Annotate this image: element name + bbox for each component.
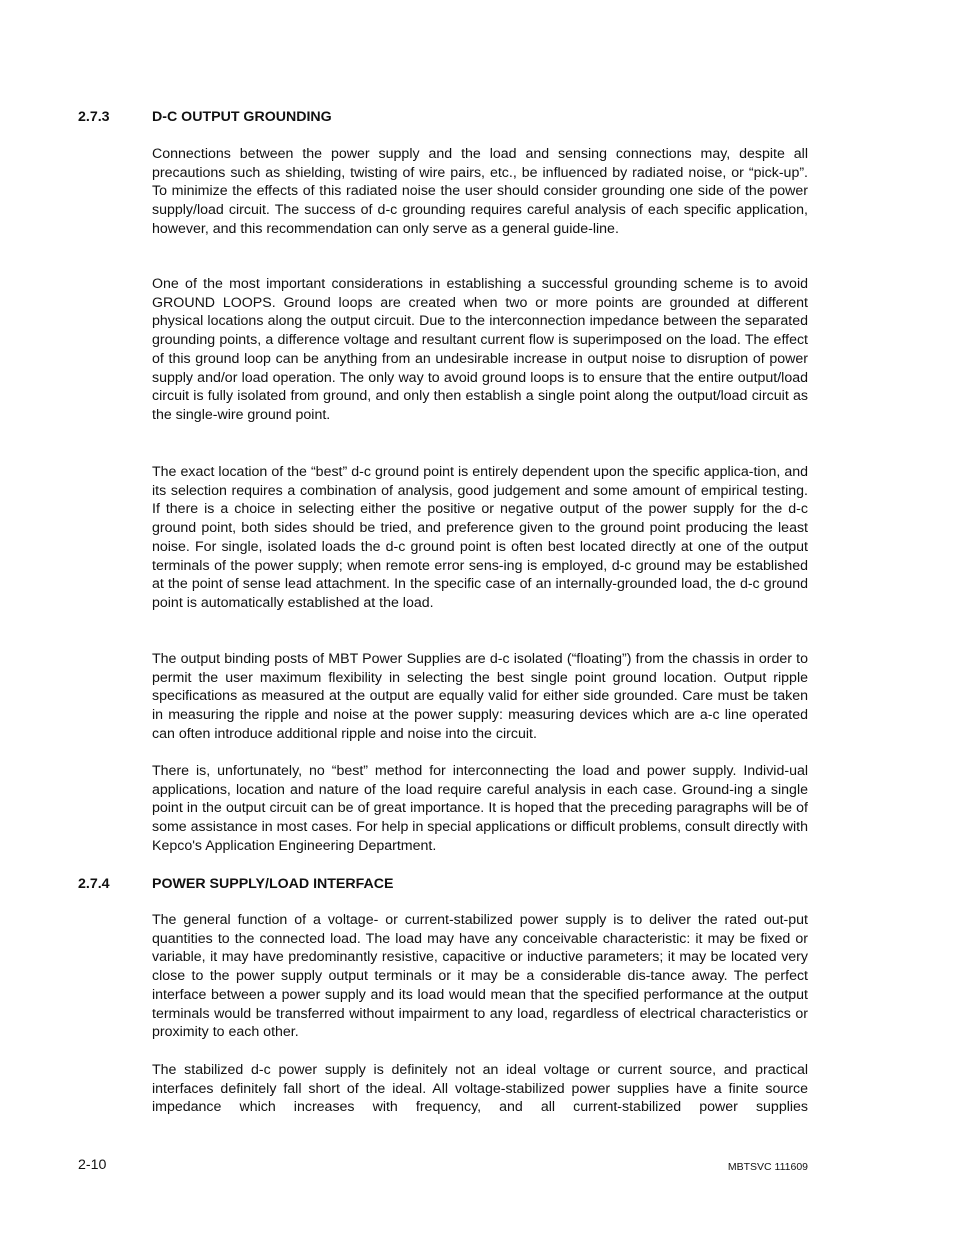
paragraph: One of the most important considerations in establishing a successful grounding scheme is to avoid GROUND LOOPS. Ground loops are created when two or more points are grounded at different physical locations along the output circuit. Due to the interconnection impedance between the separated grounding points, a difference voltage and resultant current flow is superimposed on the load. The effect of this ground loop can be anything from an undesirable increase in output noise to disruption of power supply and/or load operation. The only way to avoid ground loops is to ensure that the entire output/load circuit is fully isolated from ground, and only then establish a single point along the output/load circuit as the single-wire ground point.: [152, 276, 808, 423]
section-heading-2-7-4: [78, 875, 393, 893]
paragraph: The output binding posts of MBT Power Supplies are d-c isolated (“floating”) from the chassis in order to permit the user maximum flexibility in selecting the best single point ground location. Output ripple specifications as measured at the output are equally valid for either side grounded. Care must be taken in measuring the ripple and noise at the power supply: measuring devices which are a-c line operated can often introduce additional ripple and noise into the circuit.: [152, 651, 808, 742]
document-id: MBTSVC 111609: [727, 1161, 808, 1173]
paragraph: The general function of a voltage- or current-stabilized power supply is to deliver the rated out-put quantities to the connected load. The load may have any conceivable characteristic: it may be fixed or variable, it may have predominantly resistive, capacitive or inductive parameters; it may be located very close to the power supply output terminals or it may be a considerable dis-tance away. The perfect interface between a power supply and its load would mean that the specified performance at the output terminals would be transferred without impairment to any load, regardless of electrical characteristics or proximity to each other.: [152, 912, 808, 1041]
section-title: POWER SUPPLY/LOAD INTERFACE: [152, 876, 394, 892]
paragraph: The stabilized d-c power supply is definitely not an ideal voltage or current source, and practical interfaces definitely fall short of the ideal. All voltage-stabilized power supplies have a finite source impedance which increases with frequency, and all current-stabilized power supplies: [152, 1062, 808, 1116]
paragraph: Connections between the power supply and the load and sensing connections may, despite all precautions such as shielding, twisting of wire pairs, etc., be influenced by radiated noise, or “pick-up”. To minimize the effects of this radiated noise the user should consider grounding one side of the power supply/load circuit. The success of d-c grounding requires careful analysis of each specific application, however, and this recommendation can only serve as a general guide-line.: [152, 146, 808, 237]
section-heading-2-7-3: [78, 108, 332, 126]
paragraph: The exact location of the “best” d-c ground point is entirely dependent upon the specific applica-tion, and its selection requires a combination of analysis, good judgement and some amount of empirical testing. If there is a choice in selecting either the positive or negative output of the power supply for the d-c ground point, both sides should be tried, and preference given to the ground point producing the least noise. For single, isolated loads the d-c ground point is often best located directly at one of the output terminals of the power supply; when remote error sens-ing is employed, d-c ground may be established at the point of sense lead attachment. In the specific case of an internally-grounded load, the d-c ground point is automatically established at the load.: [152, 464, 808, 611]
section-number: 2.7.4: [78, 876, 110, 892]
section-number: 2.7.3: [78, 109, 110, 125]
paragraph: There is, unfortunately, no “best” method for interconnecting the load and power supply. Individ-ual applications, location and nature of the load require careful analysis in each case. Ground-ing a single point in the output circuit can be of great importance. It is hoped that the preceding paragraphs will be of some assistance in most cases. For help in special applications or difficult problems, consult directly with Kepco's Application Engineering Department.: [152, 763, 808, 854]
section-title: D-C OUTPUT GROUNDING: [152, 109, 332, 125]
page-number: 2-10: [78, 1157, 107, 1173]
